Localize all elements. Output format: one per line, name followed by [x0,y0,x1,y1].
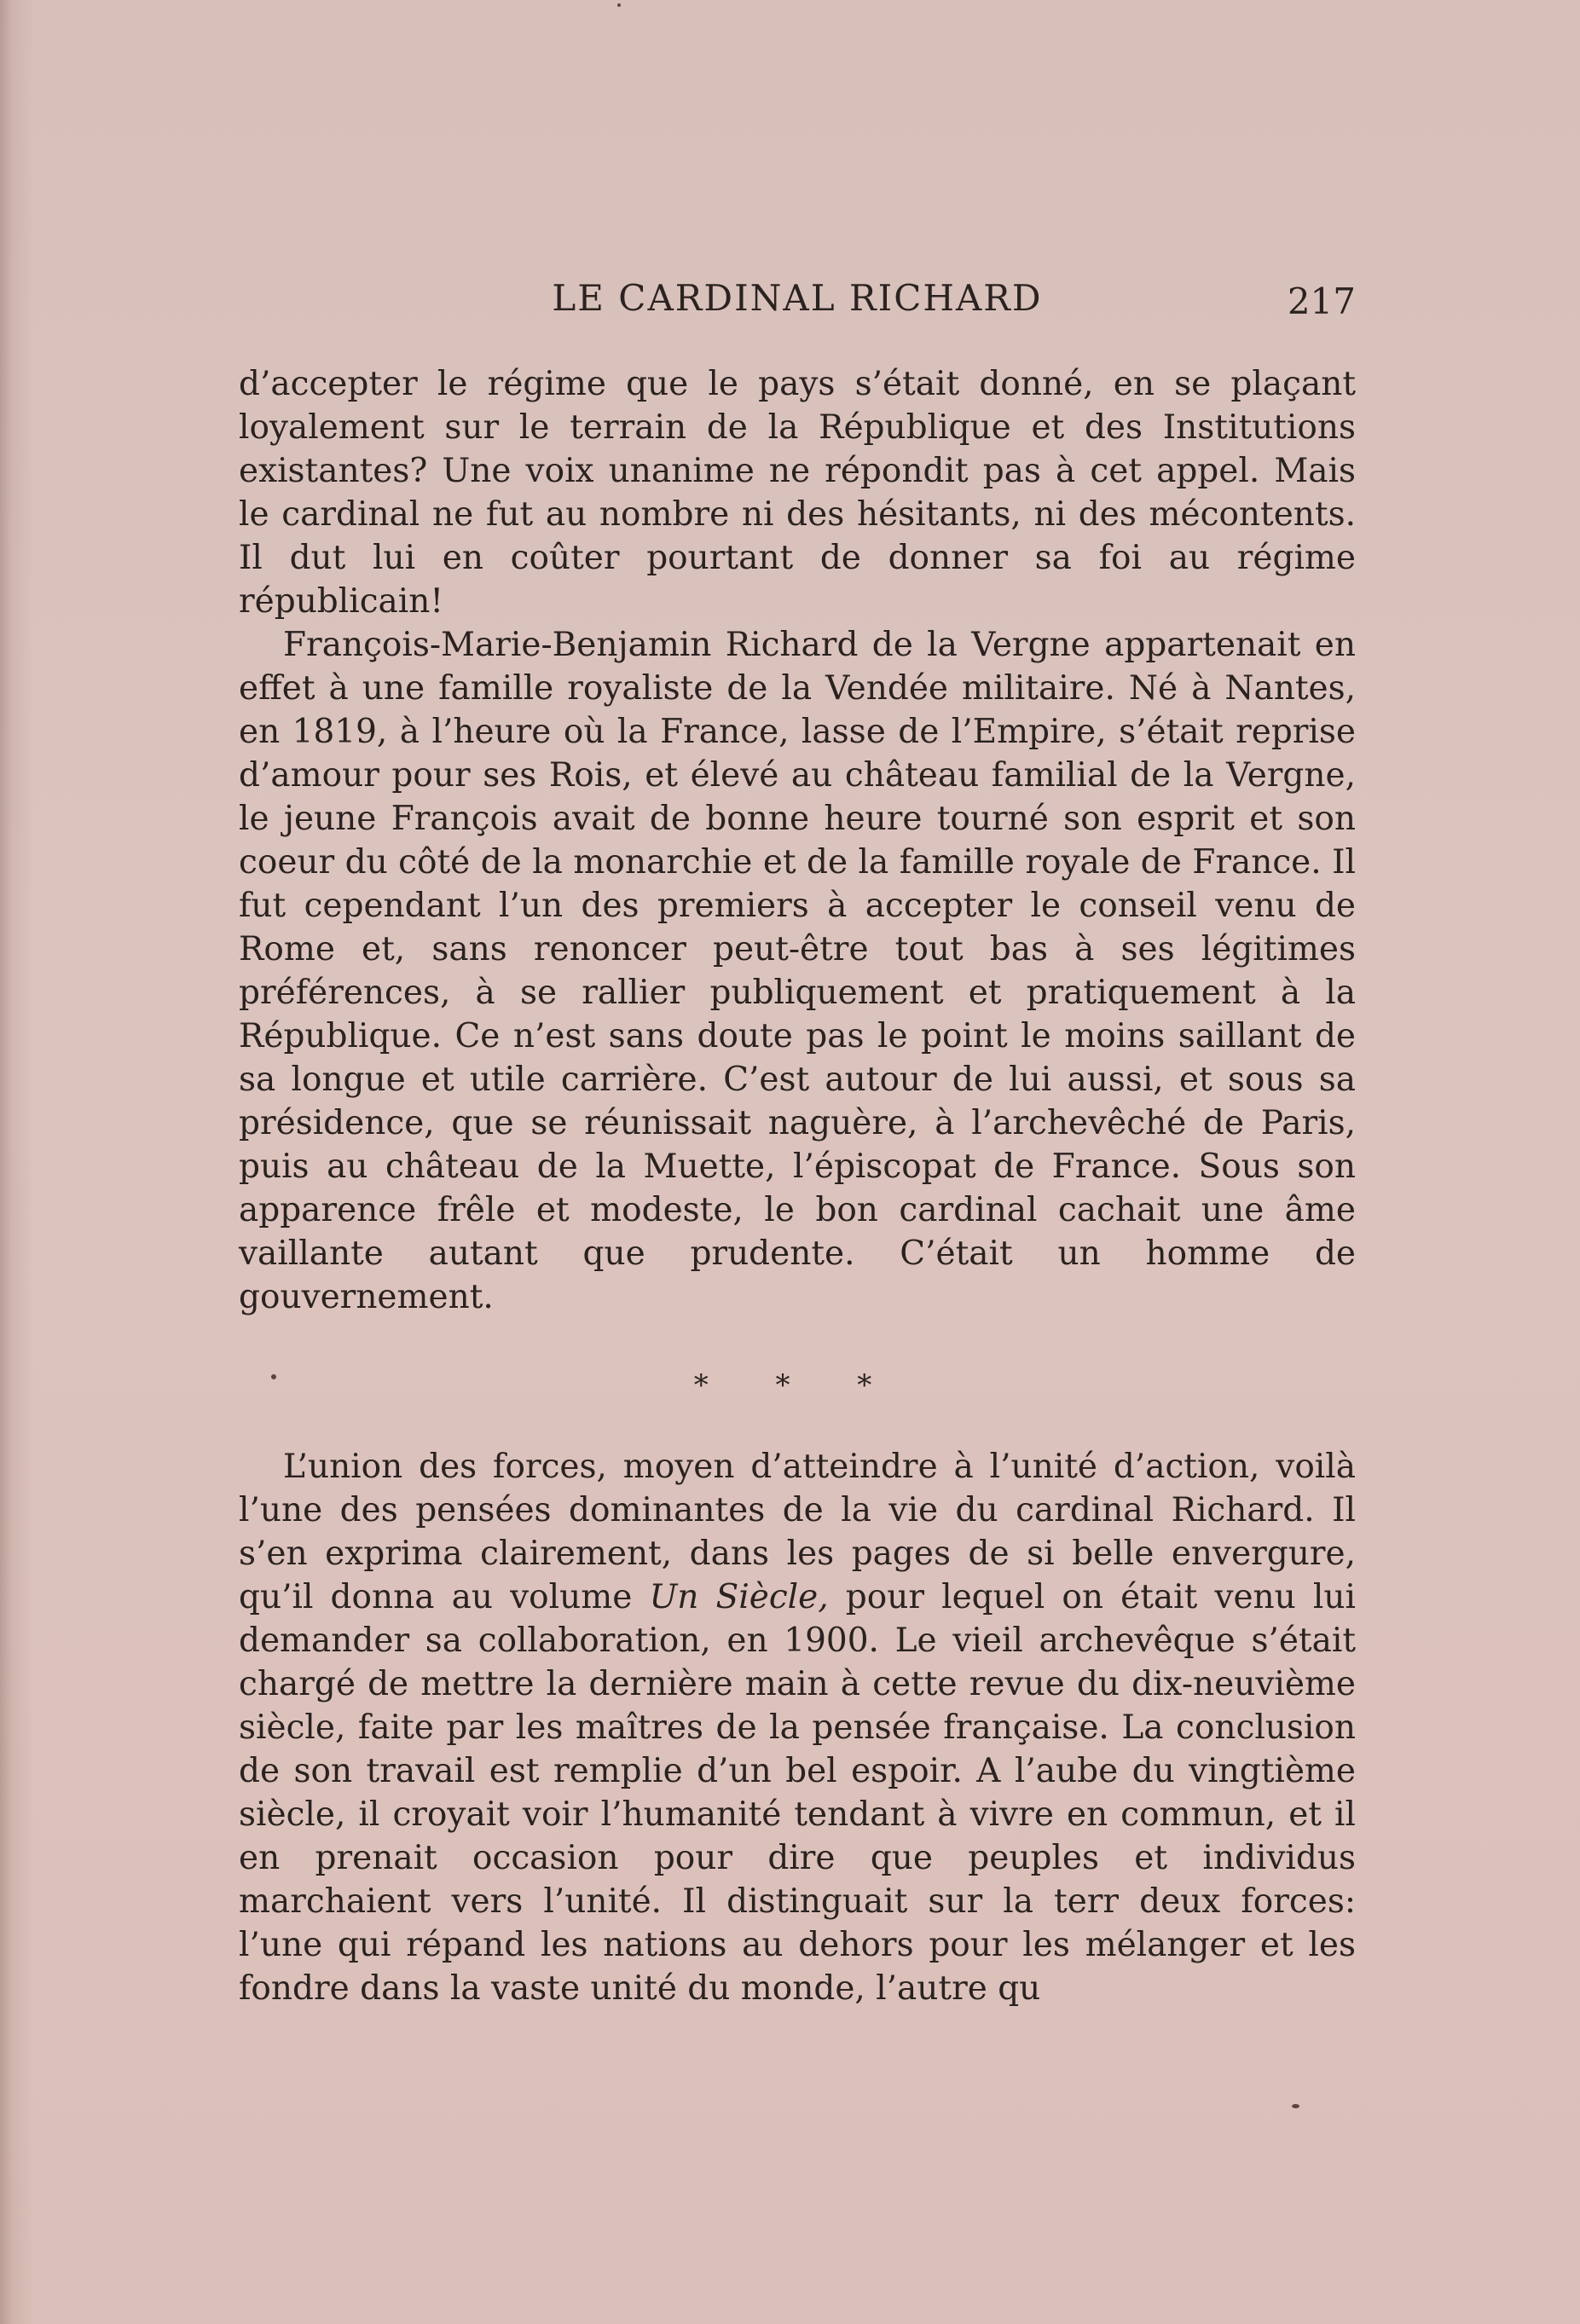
paper-speck [1292,2104,1299,2108]
page-header [239,277,1356,328]
body-text-bottom [239,1445,1356,2010]
paragraph-continuation: d’accepter le régime que le pays s’était donné, en se plaçant loyalement sur le terrain de la République et des Institutions existantes? Une voix unanime ne répondit pas à cet appel. Mais le cardinal ne fut au nombre ni des hésitants, ni des mécontents. Il dut lui en coûter pourtant de donner sa foi au régime républicain! [239,365,1356,621]
paragraph-biography: François-Marie-Benjamin Richard de la Vergne appartenait en effet à une famille royaliste de la Vendée militaire. Né à Nantes, en 1819, à l’heure où la France, lasse de l’Empire, s’était reprise d’amour pour ses Rois, et élevé au château familial de la Vergne, le jeune François avait de bonne heure tourné son esprit et son coeur du côté de la monarchie et de la famille royale de France. Il fut cependant l’un des premiers à accepter le conseil venu de Rome et, sans renoncer peut-être tout bas à ses légitimes préférences, à se rallier publiquement et pratiquement à la République. Ce n’est sans doute pas le point le moins saillant de sa longue et utile carrière. C’est autour de lui aussi, et sous sa présidence, que se réunissait naguère, à l’archevêché de Paris, puis au château de la Muette, l’épiscopat de France. Sous son apparence frêle et modeste, le bon cardinal cachait une âme vaillante autant que prudente. C’était un homme de gouvernement. [239,626,1356,1316]
paper-speck [271,1374,276,1379]
paragraph-text-start: L’union des forces, moyen d’atteindre à l’unité d’action, voilà l’une des pensées dominantes de la vie du cardinal Richard. Il s’en exprima clairement, dans les pages de si belle envergure, qu’il donna au volume [239,1448,1356,1616]
paper-speck [617,3,621,7]
book-title: Un Siècle, [649,1578,829,1616]
section-divider: * * * [693,1368,901,1402]
body-text-top [239,362,1356,1319]
paragraph-text-end: pour lequel on était venu lui demander sa collaboration, en 1900. Le vieil archevêque s’était chargé de mettre la dernière main à cette revue du dix-neuvième siècle, faite par les maîtres de la pensée française. La conclusion de son travail est remplie d’un bel espoir. A l’aube du vingtième siècle, il croyait voir l’humanité tendant à vivre en commun, et il en prenait occasion pour dire que peuples et individus marchaient vers l’unité. Il distinguait sur la terr deux forces: l’une qui répand les nations au dehors pour les mélanger et les fondre dans la vaste unité du monde, l’autre qu [239,1578,1356,2008]
paragraph-union-of-forces [239,1445,1356,2010]
page-number: 217 [1287,280,1356,322]
running-title: LE CARDINAL RICHARD [552,277,1043,319]
